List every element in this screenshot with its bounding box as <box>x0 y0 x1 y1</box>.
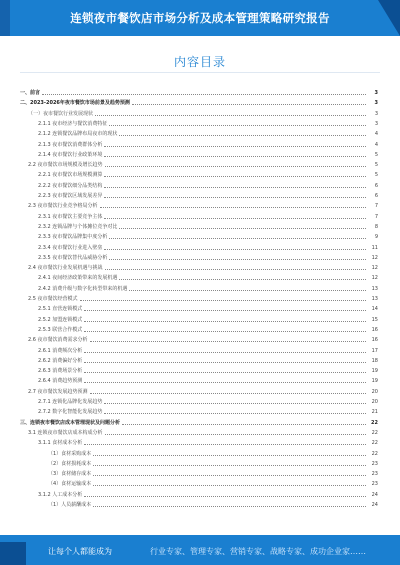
toc-entry-page: 21 <box>371 409 378 416</box>
toc-leader-dots <box>104 402 366 404</box>
toc-entry[interactable] <box>0 107 400 117</box>
toc-leader-dots <box>104 155 366 157</box>
toc-entry[interactable] <box>0 210 400 220</box>
toc-leader-dots <box>109 124 366 126</box>
toc-divider <box>20 72 380 73</box>
footer-banner <box>0 535 400 565</box>
toc-leader-dots <box>84 309 366 311</box>
toc-entry-page: 4 <box>374 141 378 148</box>
toc-leader-dots <box>119 278 366 280</box>
toc-entry-title: 2.1.2 连锁餐饮品牌布局夜市的现状 <box>38 131 118 138</box>
toc-entry-title: 2.4.1 夜间经济政策带来的发展机遇 <box>38 275 118 282</box>
toc-entry-title: 2.6.3 消费场景分析 <box>38 368 83 375</box>
toc-leader-dots <box>104 175 366 177</box>
toc-entry[interactable] <box>0 436 400 446</box>
toc-leader-dots <box>104 412 366 414</box>
report-title: 连锁夜市餐饮店市场分析及成本管理策略研究报告 <box>70 11 330 25</box>
toc-entry-title: 二、2023-2026年夜市餐饮市场前景及趋势预测 <box>20 100 130 107</box>
toc-entry-title: （2）食材损耗成本 <box>48 460 92 467</box>
toc-leader-dots <box>104 196 366 198</box>
toc-entry[interactable] <box>0 127 400 137</box>
toc-entry-title: 2.5 夜市餐饮经营模式 <box>28 296 78 302</box>
toc-entry-title: 2.3.1 夜市餐饮主要竞争主体 <box>38 213 103 220</box>
toc-entry[interactable] <box>0 333 400 343</box>
toc-entry-title: 2.6 夜市餐饮消费需求分析 <box>28 337 88 344</box>
toc-entry[interactable] <box>0 251 400 261</box>
toc-entry-page: 23 <box>371 481 378 488</box>
toc-entry-page: 3 <box>374 90 378 96</box>
toc-entry-title: 2.5.3 联营合作模式 <box>38 326 83 333</box>
toc-entry[interactable] <box>0 313 400 323</box>
toc-leader-dots <box>109 237 366 239</box>
toc-entry-page: 22 <box>371 450 378 457</box>
toc-entry-title: 2.7 夜市餐饮发展趋势预测 <box>28 388 88 395</box>
toc-entry[interactable] <box>0 488 400 498</box>
toc-leader-dots <box>129 289 366 291</box>
toc-entry[interactable] <box>0 457 400 467</box>
toc-entry-title: 2.4.2 消费升级与数字化转型带来的机遇 <box>38 285 128 292</box>
toc-leader-dots <box>84 361 366 363</box>
toc-leader-dots <box>84 351 366 353</box>
toc-entry[interactable] <box>0 302 400 312</box>
toc-entry-title: 2.3.5 夜市餐饮替代品威胁分析 <box>38 254 108 261</box>
toc-entry[interactable] <box>0 96 400 106</box>
toc-entry-page: 6 <box>374 193 378 199</box>
footer-roles: 行业专家、管理专家、营销专家、战略专家、成功企业家…… <box>150 547 366 556</box>
toc-entry-page: 23 <box>371 471 378 478</box>
toc-entry-page: 18 <box>371 357 378 364</box>
toc-entry[interactable] <box>0 220 400 230</box>
toc-entry-page: 12 <box>371 265 378 272</box>
toc-leader-dots <box>105 268 366 270</box>
toc-entry[interactable] <box>0 447 400 457</box>
toc-leader-dots <box>84 443 366 445</box>
toc-entry-title: 2.3.4 夜市餐饮行业进入壁垒 <box>38 244 103 251</box>
toc-leader-dots <box>90 340 366 342</box>
toc-entry[interactable] <box>0 395 400 405</box>
toc-entry-page: 14 <box>371 306 378 313</box>
toc-leader-dots <box>104 186 366 188</box>
toc-leader-dots <box>119 227 366 229</box>
toc-entry[interactable] <box>0 189 400 199</box>
toc-leader-dots <box>105 165 366 167</box>
toc-entry[interactable] <box>0 230 400 240</box>
toc-leader-dots <box>42 93 366 95</box>
toc-entry-title: 2.6.1 消费频次分析 <box>38 347 83 354</box>
toc-entry-page: 16 <box>371 337 378 344</box>
toc-entry-page: 22 <box>371 440 378 447</box>
toc-entry-page: 19 <box>371 378 378 385</box>
toc-entry-title: 3.1.1 食材成本分析 <box>38 440 83 447</box>
toc-title: 内容目录 <box>173 55 226 69</box>
toc-entry[interactable] <box>0 138 400 148</box>
toc-entry[interactable] <box>0 323 400 333</box>
toc-leader-dots <box>93 454 366 456</box>
toc-entry[interactable] <box>0 199 400 209</box>
toc-entry-page: 11 <box>371 244 378 251</box>
toc-entry-title: 2.6.4 消费趋势预测 <box>38 378 83 385</box>
toc-entry-title: 2.2.1 夜市餐饮市场规模测算 <box>38 172 103 179</box>
toc-entry-title: 2.3.2 连锁品牌与个体摊位竞争对比 <box>38 223 118 230</box>
toc-entry-title: 2.5.2 加盟连锁模式 <box>38 316 83 323</box>
toc-leader-dots <box>109 258 366 260</box>
toc-entry[interactable] <box>0 354 400 364</box>
toc-entry[interactable] <box>0 385 400 395</box>
toc-entry-page: 7 <box>374 203 378 210</box>
toc-leader-dots <box>95 114 366 116</box>
toc-leader-dots <box>84 320 366 322</box>
toc-entry[interactable] <box>0 467 400 477</box>
toc-entry-title: （1）食材采购成本 <box>48 450 92 457</box>
toc-entry-page: 20 <box>371 388 378 395</box>
toc-entry[interactable] <box>0 86 400 96</box>
toc-entry-title: 2.1.1 夜市经济与餐饮消费特征 <box>38 120 108 127</box>
toc-entry-title: 2.2.3 夜市餐饮区域发展差异 <box>38 193 103 199</box>
toc-entry-title: 2.1.4 夜市餐饮行业政策环境 <box>38 151 103 158</box>
toc-entry-page: 3 <box>374 110 378 117</box>
toc-entry-page: 12 <box>371 254 378 261</box>
footer-corner-accent <box>0 542 26 565</box>
toc-entry-page: 22 <box>371 429 378 436</box>
toc-leader-dots <box>84 381 366 383</box>
toc-leader-dots <box>93 474 366 476</box>
toc-leader-dots <box>122 423 366 425</box>
toc-leader-dots <box>80 299 366 301</box>
toc-entry-title: 2.1.3 夜市餐饮消费群体分析 <box>38 141 103 148</box>
toc-entry-page: 5 <box>374 162 378 169</box>
toc-entry[interactable] <box>0 292 400 302</box>
toc-leader-dots <box>119 134 366 136</box>
toc-entry[interactable] <box>0 477 400 487</box>
header-corner-decoration <box>378 0 400 36</box>
toc-entry[interactable] <box>0 117 400 127</box>
toc-entry-page: 13 <box>371 285 378 292</box>
toc-entry-page: 3 <box>374 120 378 127</box>
toc-leader-dots <box>90 392 366 394</box>
toc-leader-dots <box>93 484 366 486</box>
toc-entry-page: 5 <box>374 151 378 158</box>
toc-leader-dots <box>93 464 366 466</box>
toc-entry[interactable] <box>0 344 400 354</box>
toc-entry[interactable] <box>0 179 400 189</box>
toc-entry-page: 20 <box>371 399 378 405</box>
toc-entry-page: 17 <box>371 347 378 354</box>
toc-entry-title: 2.6.2 消费偏好分析 <box>38 357 83 364</box>
toc-entry[interactable] <box>0 405 400 415</box>
toc-entry-page: 23 <box>371 460 378 467</box>
toc-leader-dots <box>104 217 366 219</box>
toc-leader-dots <box>84 495 366 497</box>
toc-entry-title: （4）食材运输成本 <box>48 481 92 488</box>
toc-entry-title: 2.2 夜市餐饮市场规模及增长趋势 <box>28 162 103 169</box>
toc-entry-title: 2.7.2 数字化智能化发展趋势 <box>38 409 103 416</box>
toc-entry[interactable] <box>0 374 400 384</box>
toc-entry[interactable] <box>0 168 400 178</box>
toc-entry[interactable] <box>0 282 400 292</box>
toc-entry-title: 3.1.2 人工成本分析 <box>38 491 83 498</box>
toc-entry[interactable] <box>0 148 400 158</box>
footer-slogan: 让每个人都能成为 <box>48 547 112 556</box>
toc-entry-page: 6 <box>374 182 378 189</box>
toc-entry-title: 3.1 连锁夜市餐饮店成本构成分析 <box>28 429 103 436</box>
toc-entry-title: 2.5.1 直营连锁模式 <box>38 306 83 313</box>
toc-leader-dots <box>100 206 366 208</box>
toc-entry-page: 24 <box>371 491 378 498</box>
toc-entry-page: 15 <box>371 316 378 323</box>
toc-entry[interactable] <box>0 271 400 281</box>
toc-entry-title: 2.7.1 连锁化品牌化发展趋势 <box>38 399 103 405</box>
toc-entry-title: （1）人员薪酬成本 <box>48 502 92 508</box>
toc-entry-title: 一、前言 <box>20 90 41 96</box>
toc-entry-page: 8 <box>374 223 378 230</box>
toc-entry-title: 三、连锁夜市餐饮店成本管理现状及问题分析 <box>20 419 121 426</box>
toc-entry[interactable] <box>0 261 400 271</box>
toc-entry-title: （一）夜市餐饮行业发展现状 <box>28 110 94 117</box>
toc-entry-title: 2.4 夜市餐饮行业发展机遇与挑战 <box>28 265 103 272</box>
toc-entry-page: 22 <box>371 419 378 426</box>
report-header <box>0 0 400 36</box>
toc-entry-page: 7 <box>374 213 378 220</box>
toc-leader-dots <box>104 145 366 147</box>
toc-entry-title: （3）食材储存成本 <box>48 471 92 478</box>
toc-entry-page: 3 <box>374 100 378 107</box>
toc-leader-dots <box>105 433 366 435</box>
toc-leader-dots <box>84 330 366 332</box>
toc-entry-page: 13 <box>371 296 378 302</box>
toc-entry[interactable] <box>0 426 400 436</box>
toc-entry[interactable] <box>0 241 400 251</box>
toc-entry-page: 19 <box>371 368 378 375</box>
toc-entry-title: 2.3 夜市餐饮行业竞争格局分析 <box>28 203 98 210</box>
toc-entry[interactable] <box>0 416 400 426</box>
toc-entry[interactable] <box>0 158 400 168</box>
toc-entry-title: 2.3.3 夜市餐饮品牌集中度分析 <box>38 234 108 241</box>
toc-entry-page: 4 <box>374 131 378 138</box>
toc-entry-page: 24 <box>371 502 378 508</box>
toc-entry[interactable] <box>0 364 400 374</box>
toc-leader-dots <box>104 248 366 250</box>
toc-entry-page: 5 <box>374 172 378 179</box>
toc-leader-dots <box>84 371 366 373</box>
toc-entry-page: 12 <box>371 275 378 282</box>
toc-leader-dots <box>93 505 366 507</box>
toc-entry-page: 16 <box>371 326 378 333</box>
toc-entry-page: 9 <box>374 234 378 241</box>
toc-leader-dots <box>132 103 366 105</box>
toc-entry[interactable] <box>0 498 400 508</box>
toc-entry-title: 2.2.2 夜市餐饮细分品类结构 <box>38 182 103 189</box>
